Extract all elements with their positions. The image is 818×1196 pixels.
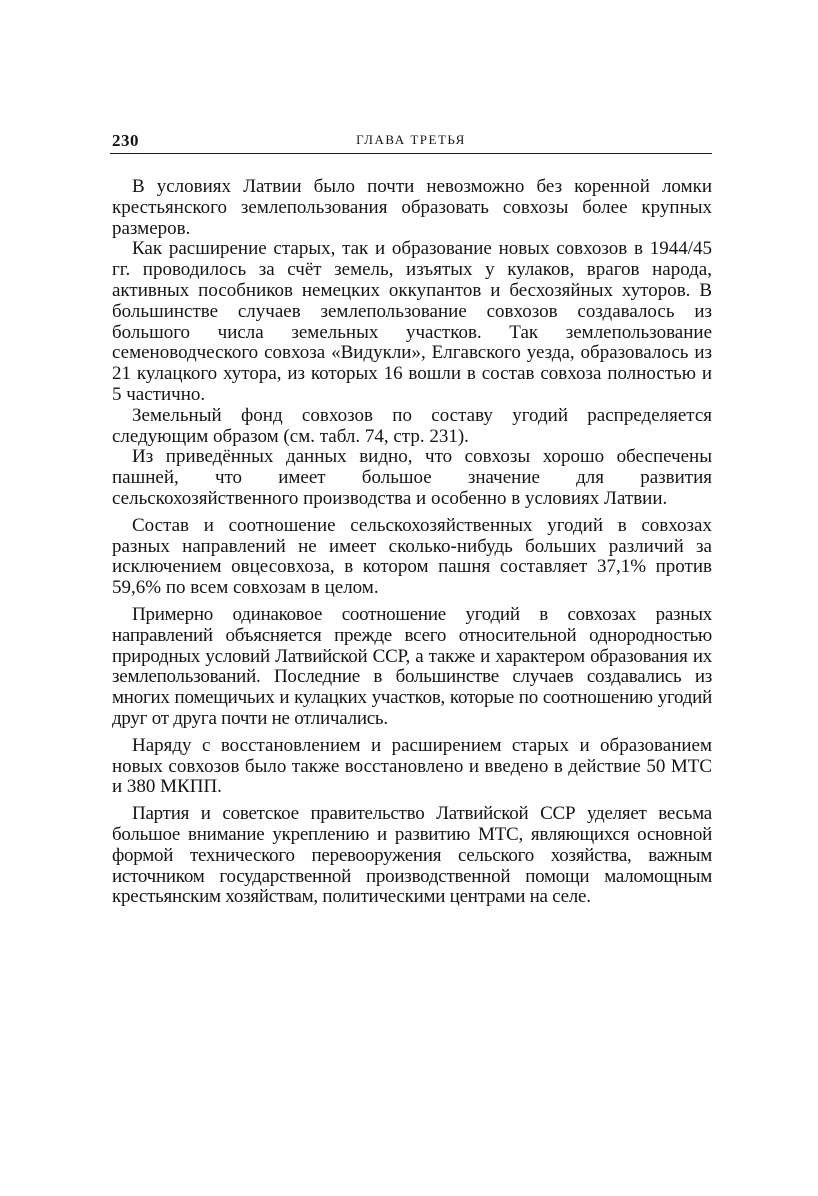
page-number: 230 [112, 131, 139, 150]
paragraph-2: Как расширение старых, так и образование новых совхозов в 1944/45 гг. проводилось за счёт земель, изъятых у кулаков, врагов народа, активных пособников немецких оккупантов и бесхозяйных хуторов. В большинстве случаев землепользование совхозов создавалось из большого числа земельных участков. Так землепользование семеноводческого совхоза «Видукли», Елгавского уезда, образовалось из 21 кулацкого хутора, из которых 16 вошли в состав совхоза полностью и 5 частично. [112, 238, 712, 405]
body-text [112, 177, 712, 908]
paragraph-4: Из приведённых данных видно, что совхозы хорошо обеспечены пашней, что имеет большое значение для развития сельскохозяйственного производства и особенно в условиях Латвии. [112, 446, 712, 509]
paragraph-3: Земельный фонд совхозов по составу угодий распределяется следующим образом (см. табл. 74, стр. 231). [112, 404, 712, 447]
paragraph-8: Партия и советское правительство Латвийской ССР уделяет весьма большое внимание укреплению и развитию МТС, являющихся основной формой технического перевооружения сельского хозяйства, важным источником государственной производственной помощи маломощным крестьянским хозяйствам, политическими центрами на селе. [112, 803, 712, 908]
paragraph-1: В условиях Латвии было почти невозможно без коренной ломки крестьянского землепользования образовать совхозы более крупных размеров. [112, 176, 712, 239]
page-header [110, 127, 712, 154]
paragraph-5: Состав и соотношение сельскохозяйственных угодий в совхозах разных направлений не имеет сколько-нибудь больших различий за исключением овцесовхоза, в котором пашня составляет 37,1% против 59,6% по всем совхозам в целом. [112, 514, 712, 599]
paragraph-7: Наряду с восстановлением и расширением старых и образованием новых совхозов было также восстановлено и введено в действие 50 МТС и 380 МКПП. [112, 734, 712, 798]
paragraph-6: Примерно одинаковое соотношение угодий в совхозах разных направлений объясняется прежде всего относительной однородностью природных условий Латвийской ССР, а также и характером образования их землепользований. Последние в большинстве случаев создавались из многих помещичьих и кулацких участков, которые по соотношению угодий друг от друга почти не отличались. [112, 603, 712, 729]
running-title: ГЛАВА ТРЕТЬЯ [356, 132, 466, 147]
